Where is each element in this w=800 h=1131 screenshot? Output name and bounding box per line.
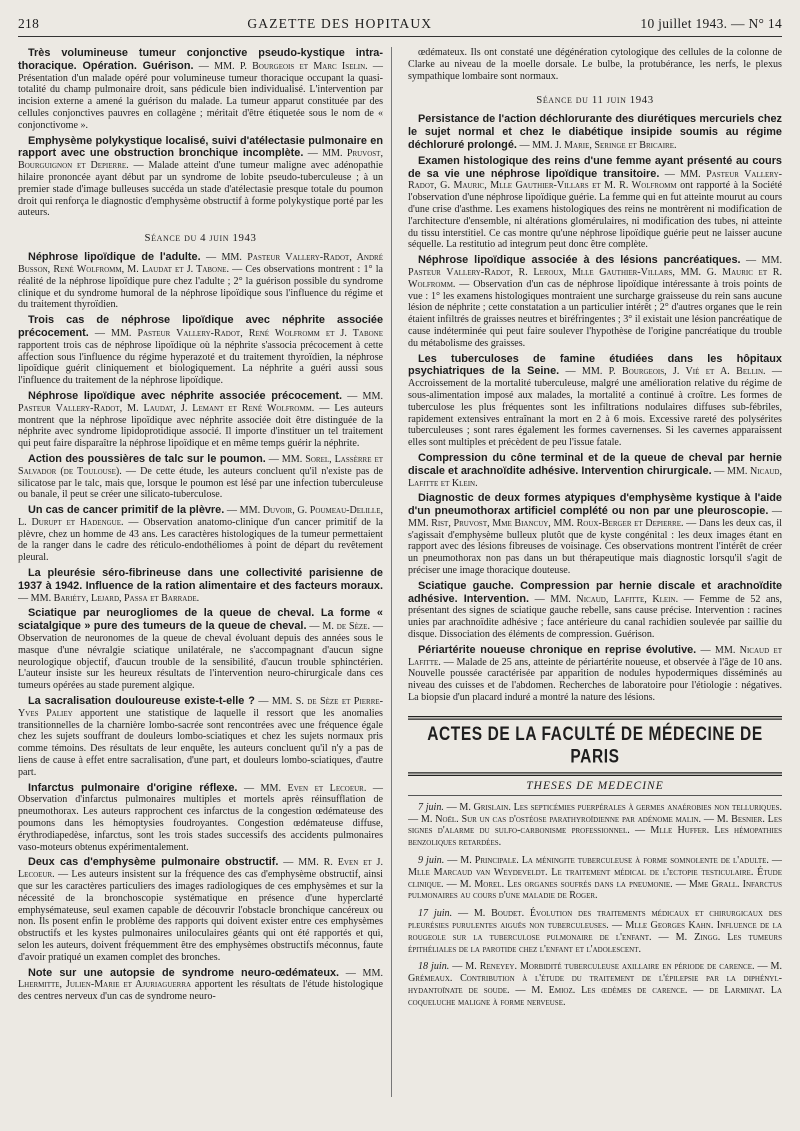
article-text: — Accroissement de la mortalité tuberculeuse, malgré une amélioration relative du régime de sous-alimentation imposé aux malades, la mortalité a continué à croître. Les formes de tuberculose les plus fréquentes sont les infiltrations nodulaires diffuses sub-fébriles, rapidement extensives entraînant la mort en 2 à 6 mois. Excessive rareté des polysérites tuberculeuses ; sont rares également les formes cavernenses. Si les cavernes apparaissent elles sont multiples et précèdent de peu l'issue fatale. [408,366,782,449]
article-authors: — MM. R. Even et J. Lecoeur. [18,857,384,881]
article-title: Néphrose lipoïdique associée à des lésions pancréatiques. [418,254,741,267]
article-title: Sciatique par neurogliomes de la queue de cheval. La forme « sciatalgique » pure des tumeurs de la queue de cheval. [18,607,383,633]
article-title: Néphrose lipoïdique avec néphrite associée précocement. [28,389,343,402]
article-title: Les tuberculoses de famine étudiées dans les hôpitaux psychiatriques de la Seine. [408,352,782,378]
article-paragraph [18,607,383,692]
article-text: — Observation de neuronomes de la queue de cheval évoluant depuis des années sous le masque d'une névralgie sciatique unilatérale, ne s'accompagnant d'aucun signe neurologique objectif, d'aucun trouble de la sensibilité, d'aucun trouble sphinctérien. L'auteur insiste sur les heureux résultats de l'intervention neuro-chirurgicale dans ces tumeurs opérées au stade purement algique. [18,621,383,692]
article-paragraph [18,504,383,564]
right-column [408,47,782,1097]
thesis-text: — M. Reneyey. Morbidité tuberculeuse axillaire en période de carence. — M. Grémeaux. Contribution à l'étude du traitement de l'épilepsie par la diphényl-hydantoïnate de soude. — M. Emioz. Les œdèmes de carence. — de Larminat. La coqueluche maligne à forme nerveuse. [408,961,782,1008]
thesis-text: — M. Principale. La méningite tuberculeuse à forme somnolente de l'adulte. — Mlle Marcaud van Weydeveldt. Le traitement médical de l'ectopie testiculaire. Étude clinique. — M. Morel. Les organes soufrés dans la pneumonie. — Mme Grall. Infarctus pulmonaires au cours d'une maladie de Roger. [408,855,782,902]
seance-heading: Séance du 11 juin 1943 [536,94,654,107]
article-title: Note sur une autopsie de syndrome neuro-œdémateux. [28,966,340,979]
article-title: Un cas de cancer primitif de la plèvre. [28,504,225,517]
article-authors: — MM. Sorel, Lassèrre et Salvador (de Toulouse). [18,453,383,477]
article-text: ont rapporté à la Société l'observation d'une néphrose lipoïdique guérie. La femme qui en fut atteinte mourut au cours d'une crise d'asthme. Les examens histologiques des reins ne montrèrent ni modification de l'architecture d'ensemble, ni altérations glomérulaires, ni modification des tubes, ni atteinte du tissu interstitiel. Ce cas montre qu'une néphrose lipoïdique guérie peut ne laisser aucune séquelle. La restitutio ad integrum peut donc être complète. [408,180,782,251]
article-text: — Dans les deux cas, il s'agissait d'emphysème bulleux plutôt que de kyste congénital : les deux images étant en rapport avec des lésions fibreuses de voisinage. Ces observations montrent l'intérêt de créer un pneumothorax non pas dans un but thérapeutique mais diagnostic lorsqu'il s'agit de préciser une image thoracique douteuse. [408,517,782,577]
article-paragraph [408,452,782,489]
article-authors: — MM. Duvoir, G. Poumeau-Delille, L. Durupt et Hadengue. [18,505,384,528]
article-authors: — MM. Lhermitte, Julien-Marie et Ajuriaguerra [18,967,383,991]
thesis-entry [408,908,782,955]
seance-heading: Séance du 4 juin 1943 [144,232,257,245]
article-title: Sciatique gauche. Compression par hernie discale et arachnoïdite adhésive. Intervention. [408,579,782,605]
article-text: œdémateux. Ils ont constaté une dégénération cytologique des cellules de la colonne de Clarke au niveau de la moelle dorsale. Le bulbe, la protubérance, les nerfs, le plexus sympathique lombaire sont normaux. [408,47,782,82]
article-title: Emphysème polykystique localisé, suivi d'atélectasie pulmonaire en rapport avec une obstruction bronchique incomplète. [18,134,383,160]
article-authors: — MM. Pasteur Vallery-Radot, René Wolfromm et J. Tabone [94,327,384,339]
article-paragraph [18,314,383,387]
thesis-entry [408,855,782,902]
article-paragraph [18,856,383,963]
article-title: Examen histologique des reins d'une femme ayant présenté au cours de sa vie une néphrose lipoïdique transitoire. [408,154,782,180]
article-paragraph [18,135,383,220]
article-paragraph [18,695,383,779]
article-columns [18,47,782,1097]
article-authors: — MM. Nicaud et Lafitte. [408,644,782,668]
article-title: Infarctus pulmonaire d'origine réflexe. [28,781,238,794]
article-paragraph [408,113,782,151]
article-paragraph [408,254,782,349]
article-text: — Présentation d'un malade opéré pour volumineuse tumeur thoracique occupant la quasi-totalité du champ pulmonaire droit, sans pédicule bien individualisé. L'intervention par incision externe a amené la guérison du malade. La tumeur apparut constituée par des cellules conjonctives pauvres en collagène ; méritait d'être étiquetée sous le nom de « conjonctivome ». [18,60,384,131]
article-authors: — MM. Nicaud, Lafitte, Klein. [534,593,679,605]
article-authors: — MM. S. de Sèze et Pierre-Yves Paliey [18,696,384,719]
thesis-date: 18 juin. [418,961,450,973]
thesis-entry [408,802,782,849]
article-paragraph [408,644,782,704]
article-authors: — MM. Even et Lecoeur. [243,782,367,794]
article-title: Diagnostic de deux formes atypiques d'emphysème kystique à l'aide d'un pneumothorax artificiel complété ou non par une pleuroscopie. [408,492,782,518]
article-authors: — MM. Pasteur Vallery-Radot, M. Laudat, J. Lemant et René Wolfromm. [18,390,384,414]
thesis-entry [408,961,782,1008]
article-authors: — MM. Bariéty, Lejard, Passa et Barrade. [18,592,200,604]
article-text: rapportent trois cas de néphrose lipoïdique où la néphrite s'associa précocement à cette affection sous l'influence du régime hyperazoté et du traitement thyroïdien, la néphrose lipoïdique guérit cliniquement et biologiquement. La néphrite a guéri aussi sous l'influence du traitement de la néphrose lipoïdique. [18,339,383,387]
article-title: La pleurésie séro-fibrineuse dans une collectivité parisienne de 1937 à 1942. Influence de la ration alimentaire et des facteurs moraux. [18,567,383,592]
thesis-text: — M. Grislain. Les septicémies puerpérales à germes anaérobies non telluriques. — M. Noël. Sur un cas d'ostéose parathyroïdienne par adénome malin. — M. Besnier. Les signes d'alarme du sulfo-carbonisme professionnel. — Mlle Huffer. Les hémopathies benzoliques retardées. [408,801,782,849]
theses-title: THESES DE MEDECINE [408,780,782,796]
article-title: Deux cas d'emphysème pulmonaire obstructif. [28,856,279,869]
article-authors: — MM. J. Marie, Seringe et Bricaire. [519,139,677,151]
issue-date: 10 juillet 1943. — N° 14 [640,16,782,31]
page-header [18,16,782,37]
article-title: Persistance de l'action déchlorurante des diurétiques mercuriels chez le sujet normal et chez le diabétique insipide soumis au régime déchloruré prolongé. [408,113,782,151]
left-column [18,47,392,1097]
article-title: La sacralisation douloureuse existe-t-elle ? [28,695,255,708]
article-authors: — MM. Pasteur Vallery-Radot, R. Leroux, Mlle Gauthier-Villars, MM. G. Mauric et R. Wolfromm. [408,255,782,290]
article-text: — Ces observations montrent : 1° la réalité de la néphrose lipoïdique pure chez l'adulte ; 2° la guérison possible du syndrome clinique et du syndrome humoral de la néphrose lipoïdique sous l'influence du régime et du traitement thyroïdien. [18,263,383,311]
article-paragraph [18,567,383,604]
article-text: apportent une statistique de laquelle il ressort que les anomalies transitionnelles de la charnière lombo-sacrée sont rencontrées avec une fréquence égale chez les sujets souffrant de douleurs lombo-sciatiques et chez les sujets normaux pris comme témoins. Des résultats de leur enquête, les auteurs concluent qu'il n'y a pas de liens de cause à effet entre sacralisation, d'une part, et douleurs lombo-sciatiques, d'autre part. [18,707,383,778]
article-title: Action des poussières de talc sur le poumon. [28,452,266,465]
faculty-banner: ACTES DE LA FACULTÉ DE MÉDECINE DE PARIS [408,716,782,776]
article-text: — Malade de 25 ans, atteinte de périartérite noueuse, et observée à l'âge de 10 ans. Nouvelle poussée caractérisée par apparition de nodules hypodermiques disséminés au niveau des cuisses et de l'abdomen. Recherches de laboratoire pour l'étiologie : négatives. La biopsie d'un placard induré a montré la nature des lésions. [408,656,782,704]
article-text: — Malade atteint d'une tumeur maligne avec adénopathie hilaire prononcée ayant début par un syndrome de lobite pseudo-tuberculeuse ; à un premier stade d'image bulleuses succéda un stade d'atélectasie presque totale du poumon droit qui renforça le diagnostic d'emphysème obstructif à forme polykystique porté par les auteurs. [18,160,383,219]
article-text: — Observation d'infarctus pulmonaires multiples et mortels après réinsufflation de pneumothorax. Les auteurs rapprochent ces infarctus de la congestion œdémateuse des poumons dans les hémoptysies foudroyantes. Congestion œdémateuse diffuse, érythrodiapedèse, infarctus, sont les trois stades successifs des accidents pulmonaires vaso-moteurs obtenus expérimentalement. [18,782,383,853]
article-paragraph [408,155,782,251]
article-text: apportent les résultats de l'étude histologique des centres nerveux d'un cas de syndrome neuro- [18,979,383,1003]
article-text: — Les auteurs montrent que la néphrose lipoïdique avec néphrite associée doit être distinguée de la néphrite avec syndrome lipidoprotidique associé. Il importe d'instituer un tel traitement qui peut faire disparaître la néphrose lipoïdique et en même temps guérir la néphrite. [18,402,383,450]
article-paragraph [408,47,782,82]
article-paragraph [18,967,383,1003]
right-column-articles [408,47,782,704]
article-text: — Femme de 52 ans, présentant des signes de sciatique gauche rebelle, sans cause précise. Intervention : racines unies par arachnoïdite adhésive ; face antérieure du canal rachidien soulevée par saillie du disque. Dissociation des éléments de compression. Guérison. [408,593,782,641]
article-paragraph [408,492,782,577]
article-text: — Observation anatomo-clinique d'un cancer primitif de la plèvre, chez un homme de 43 ans. Les caractères histologiques de la tumeur permettaient de la ranger dans le cadre des réticulo-endothéliomes à point de départ du revêtement pleural. [18,516,383,564]
article-text: — Les auteurs insistent sur la fréquence des cas d'emphysème obstructif, ainsi que sur les caractères particuliers des images radiologiques de ces emphysèmes et sur la nécessité de la bronchoscopie systématique en présence d'une hyperclarté emphysémateuse, seul examen capable de découvrir l'obstacle bronchique cancéreux ou non. Ils posent enfin le problème des rapports qui doivent exister entre ces emphysèmes obstructifs et les kystes pulmonaires uniloculaires géants qui ont été rapportés et qui, selon les auteurs, doivent fréquemment être des emphysèmes obstructifs méconnus, faute d'avoir pratiqué un examen complet des bronches. [18,869,383,963]
page-number: 218 [18,16,40,31]
theses-list [408,802,782,1009]
article-authors: — MM. Pruvost, Bourguignon et Depierre. [18,148,383,172]
journal-title: GAZETTE DES HOPITAUX [247,16,433,31]
article-title: Compression du cône terminal et de la queue de cheval par hernie discale et arachnoïdite adhésive. Intervention chirurgicale. [408,451,782,477]
article-authors: — M. de Sèze. [309,621,370,633]
article-authors: — MM. P. Bourgeois, J. Vié et A. Bellin. [565,366,766,378]
thesis-date: 7 juin. [418,801,444,813]
article-title: Néphrose lipoïdique de l'adulte. [28,251,201,264]
article-paragraph [408,353,782,449]
article-paragraph [18,47,383,132]
article-paragraph [18,453,383,501]
article-paragraph [18,782,383,854]
article-text: — Observation d'un cas de néphrose lipoïdique intéressante à trois points de vue : 1° les examens histologiques montraient une surcharge graisseuse du rein sans aucune lésion de néphrite ; cette constatation a un particulier intérêt ; 2° d'autres organes que le rein étaient infiltrés de graisses neutres et biréfringentes ; 3° il existait une lésion pancréatique de cause indéterminée qui peut faire soulever l'hypothèse de l'origine pancréatique du trouble du métabolisme des graisses. [408,278,782,349]
article-paragraph [18,390,383,450]
article-title: Périartérite noueuse chronique en reprise évolutive. [418,643,697,656]
article-authors: — MM. Rist, Pruvost, Mme Biancuy, MM. Roux-Berger et Depierre. [408,506,782,529]
article-authors: — MM. P. Bourgeois et Marc Iselin. [198,60,368,72]
article-authors: — MM. Nicaud, Lafitte et Klein. [408,465,782,489]
article-authors: — MM. Pasteur Vallery-Radot, André Busson, René Wolfromm, M. Laudat et J. Tabone. [18,252,383,275]
article-title: Très volumineuse tumeur conjonctive pseudo-kystique intra-thoracique. Opération. Guérison. [18,47,383,72]
article-paragraph [408,580,782,641]
thesis-date: 17 juin. [418,908,453,920]
article-title: Trois cas de néphrose lipoïdique avec néphrite associée précocement. [18,314,383,339]
article-text: — De cette étude, les auteurs concluent qu'il n'existe pas de silicatose par le talc, mais que, lorsque le poumon est lésé par une infection tuberculeuse ou banale, il peut se créer une silicato-tuberculose. [18,465,384,501]
article-authors: — MM. Pasteur Vallery-Radot, G. Mauric, Mlle Gauthier-Villars et M. R. Wolfromm [408,168,782,192]
article-paragraph [18,251,383,311]
thesis-text: — M. Boudet. Évolution des traitements médicaux et chirurgicaux des pleurésies purulentes aiguës non tuberculeuses. — Mlle Georges Kahn. Influence de la rougeole sur la tuberculose pulmonaire de l'enfant. — M. Zingg. Les tumeurs épithéliales de la parotide chez l'enfant et l'adolescent. [408,908,782,955]
thesis-date: 9 juin. [418,855,445,867]
